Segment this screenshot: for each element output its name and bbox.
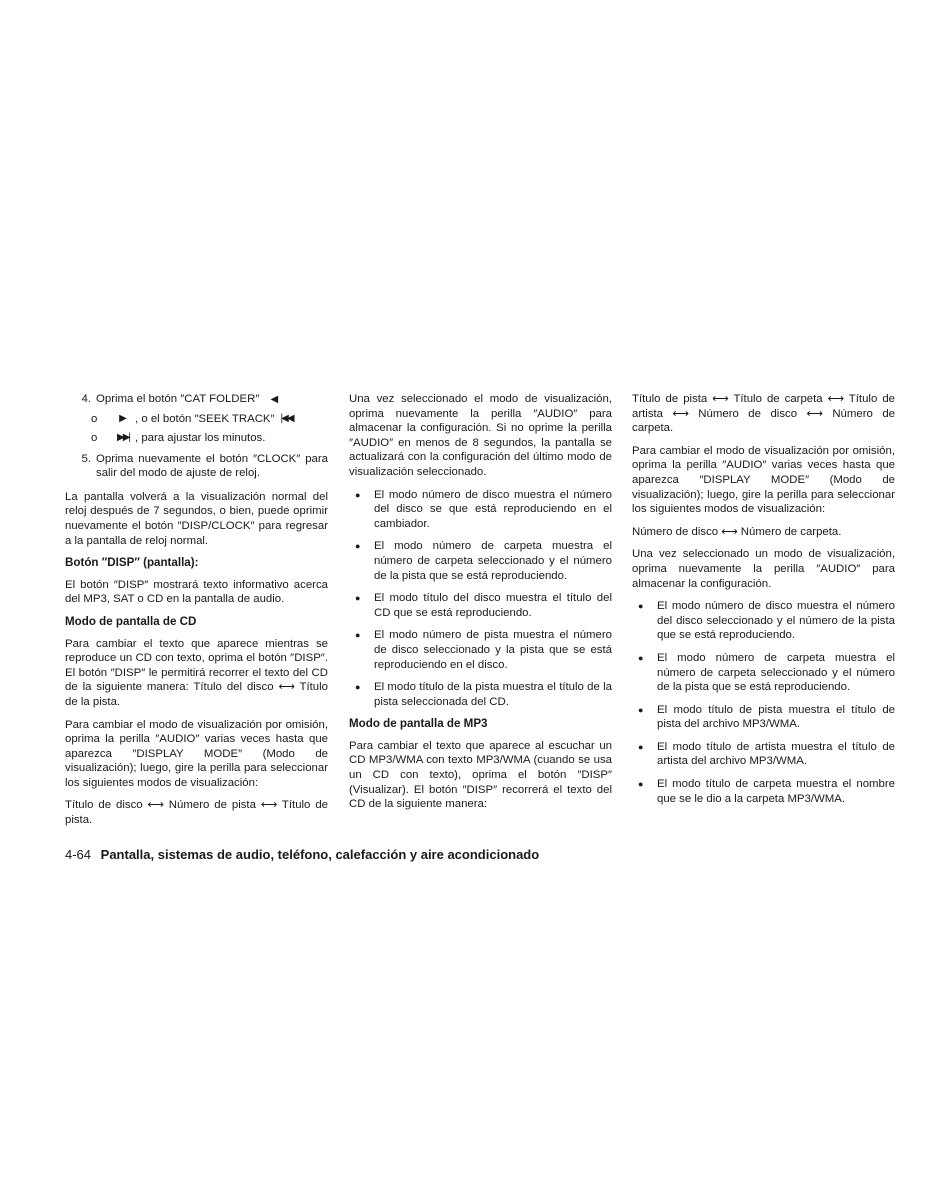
column-right <box>632 392 895 814</box>
page-number: 4-64 <box>65 847 92 862</box>
column-left <box>65 392 328 836</box>
list-item: ● El modo título del disco muestra el título del CD que se está reproduciendo. <box>349 591 612 620</box>
step-sub-lead: o <box>91 412 98 425</box>
list-item: ● El modo título de pista muestra el título de pista del archivo MP3/WMA. <box>632 703 895 732</box>
seek-back-icon: |◀◀ <box>280 412 293 424</box>
step-sub-text: , o el botón ″SEEK TRACK″ <box>135 412 275 425</box>
heading-disp-button: Botón ″DISP″ (pantalla): <box>65 556 199 570</box>
step-sub-lead: o <box>91 431 98 444</box>
paragraph: Para cambiar el modo de visualización por omisión, oprima la perilla ″AUDIO″ varias veces hasta que aparezca ″DISPLAY MODE″ (Modo de visualización); luego, gire la perilla para seleccionar los siguientes modos de visualización: <box>632 444 895 516</box>
list-item: ● El modo número de carpeta muestra el número de carpeta seleccionado y el número de la pista que se está reproduciendo. <box>632 651 895 695</box>
page-footer <box>65 848 539 863</box>
step-text: Oprima nuevamente el botón ″CLOCK″ para salir del modo de ajuste de reloj. <box>96 452 328 480</box>
paragraph: Título de disco ⟷ Número de pista ⟷ Título de pista. <box>65 799 328 827</box>
heading-cd-display-mode: Modo de pantalla de CD <box>65 614 197 628</box>
step-4-line-3 <box>91 429 328 448</box>
paragraph: La pantalla volverá a la visualización normal del reloj después de 7 segundos, o bien, puede oprimir nuevamente el botón ″DISP/CLOCK″ para regresar a la pantalla de reloj normal. <box>65 490 328 547</box>
list-item: ● El modo número de disco muestra el número del disco se que está reproduciendo en el cambiador. <box>349 488 612 532</box>
paragraph: Una vez seleccionado un modo de visualización, oprima nuevamente la perilla ″AUDIO″ para almacenar la configuración. <box>632 548 895 590</box>
paragraph: El botón ″DISP″ mostrará texto informativo acerca del MP3, SAT o CD en la pantalla de audio. <box>65 578 328 606</box>
paragraph: Título de pista ⟷ Título de carpeta ⟷ Título de artista ⟷ Número de disco ⟷ Número de carpeta. <box>632 393 895 435</box>
bullet-list <box>349 488 612 710</box>
section-title: Pantalla, sistemas de audio, teléfono, calefacción y aire acondicionado <box>100 847 540 862</box>
list-item: ● El modo título de la pista muestra el título de la pista seleccionada del CD. <box>349 680 612 709</box>
bullet-list <box>632 599 895 806</box>
step-4-line-2 <box>91 410 328 429</box>
step-number: 5. <box>81 452 91 465</box>
step-5 <box>65 452 328 481</box>
list-item: ● El modo número de pista muestra el número de disco seleccionado y la pista que se está reproduciendo en el disco. <box>349 628 612 672</box>
seek-forward-icon: ▶▶| <box>117 431 129 443</box>
list-item: ● El modo número de disco muestra el número del disco seleccionado y el número de la pista que se está reproduciendo. <box>632 599 895 643</box>
list-item: ● El modo número de carpeta muestra el número de carpeta seleccionado y el número de la pista que se está reproduciendo. <box>349 539 612 583</box>
paragraph: Una vez seleccionado el modo de visualización, oprima nuevamente la perilla ″AUDIO″ para almacenar la configuración. Si no oprime la perilla ″AUDIO″ en menos de 8 segundos, la pantalla se actualizará con la configuración del último modo de visualización seleccionado. <box>349 393 612 478</box>
next-folder-icon: ▶ <box>119 412 127 424</box>
paragraph: Para cambiar el texto que aparece mientras se reproduce un CD con texto, oprima el botón ″DISP″. El botón ″DISP″ le permitirá recorrer el texto del CD de la siguiente manera: Título del disco ⟷ Título de la pista. <box>65 637 328 708</box>
step-sub-text: , para ajustar los minutos. <box>135 431 266 444</box>
list-item: ● El modo título de carpeta muestra el nombre que se le dio a la carpeta MP3/WMA. <box>632 777 895 806</box>
paragraph: Para cambiar el modo de visualización por omisión, oprima la perilla ″AUDIO″ varias veces hasta que aparezca ″DISPLAY MODE″ (Modo de visualización); luego, gire la perilla para seleccionar los siguientes modos de visualización: <box>65 718 328 789</box>
list-item: ● El modo título de artista muestra el título de artista del archivo MP3/WMA. <box>632 740 895 769</box>
paragraph: Para cambiar el texto que aparece al escuchar un CD MP3/WMA con texto MP3/WMA (cuando se usa un CD con texto), oprima el botón ″DISP″ (Visualizar). El botón ″DISP″ recorrerá el texto del CD de la siguiente manera: <box>349 739 612 811</box>
heading-mp3-display-mode: Modo de pantalla de MP3 <box>349 717 488 731</box>
step-4 <box>65 392 328 408</box>
step-number: 4. <box>81 393 91 405</box>
step-text: Oprima el botón ″CAT FOLDER″ <box>96 393 260 405</box>
column-middle <box>349 392 612 820</box>
prev-folder-icon: ◀ <box>270 394 279 405</box>
paragraph: Número de disco ⟷ Número de carpeta. <box>632 525 842 538</box>
